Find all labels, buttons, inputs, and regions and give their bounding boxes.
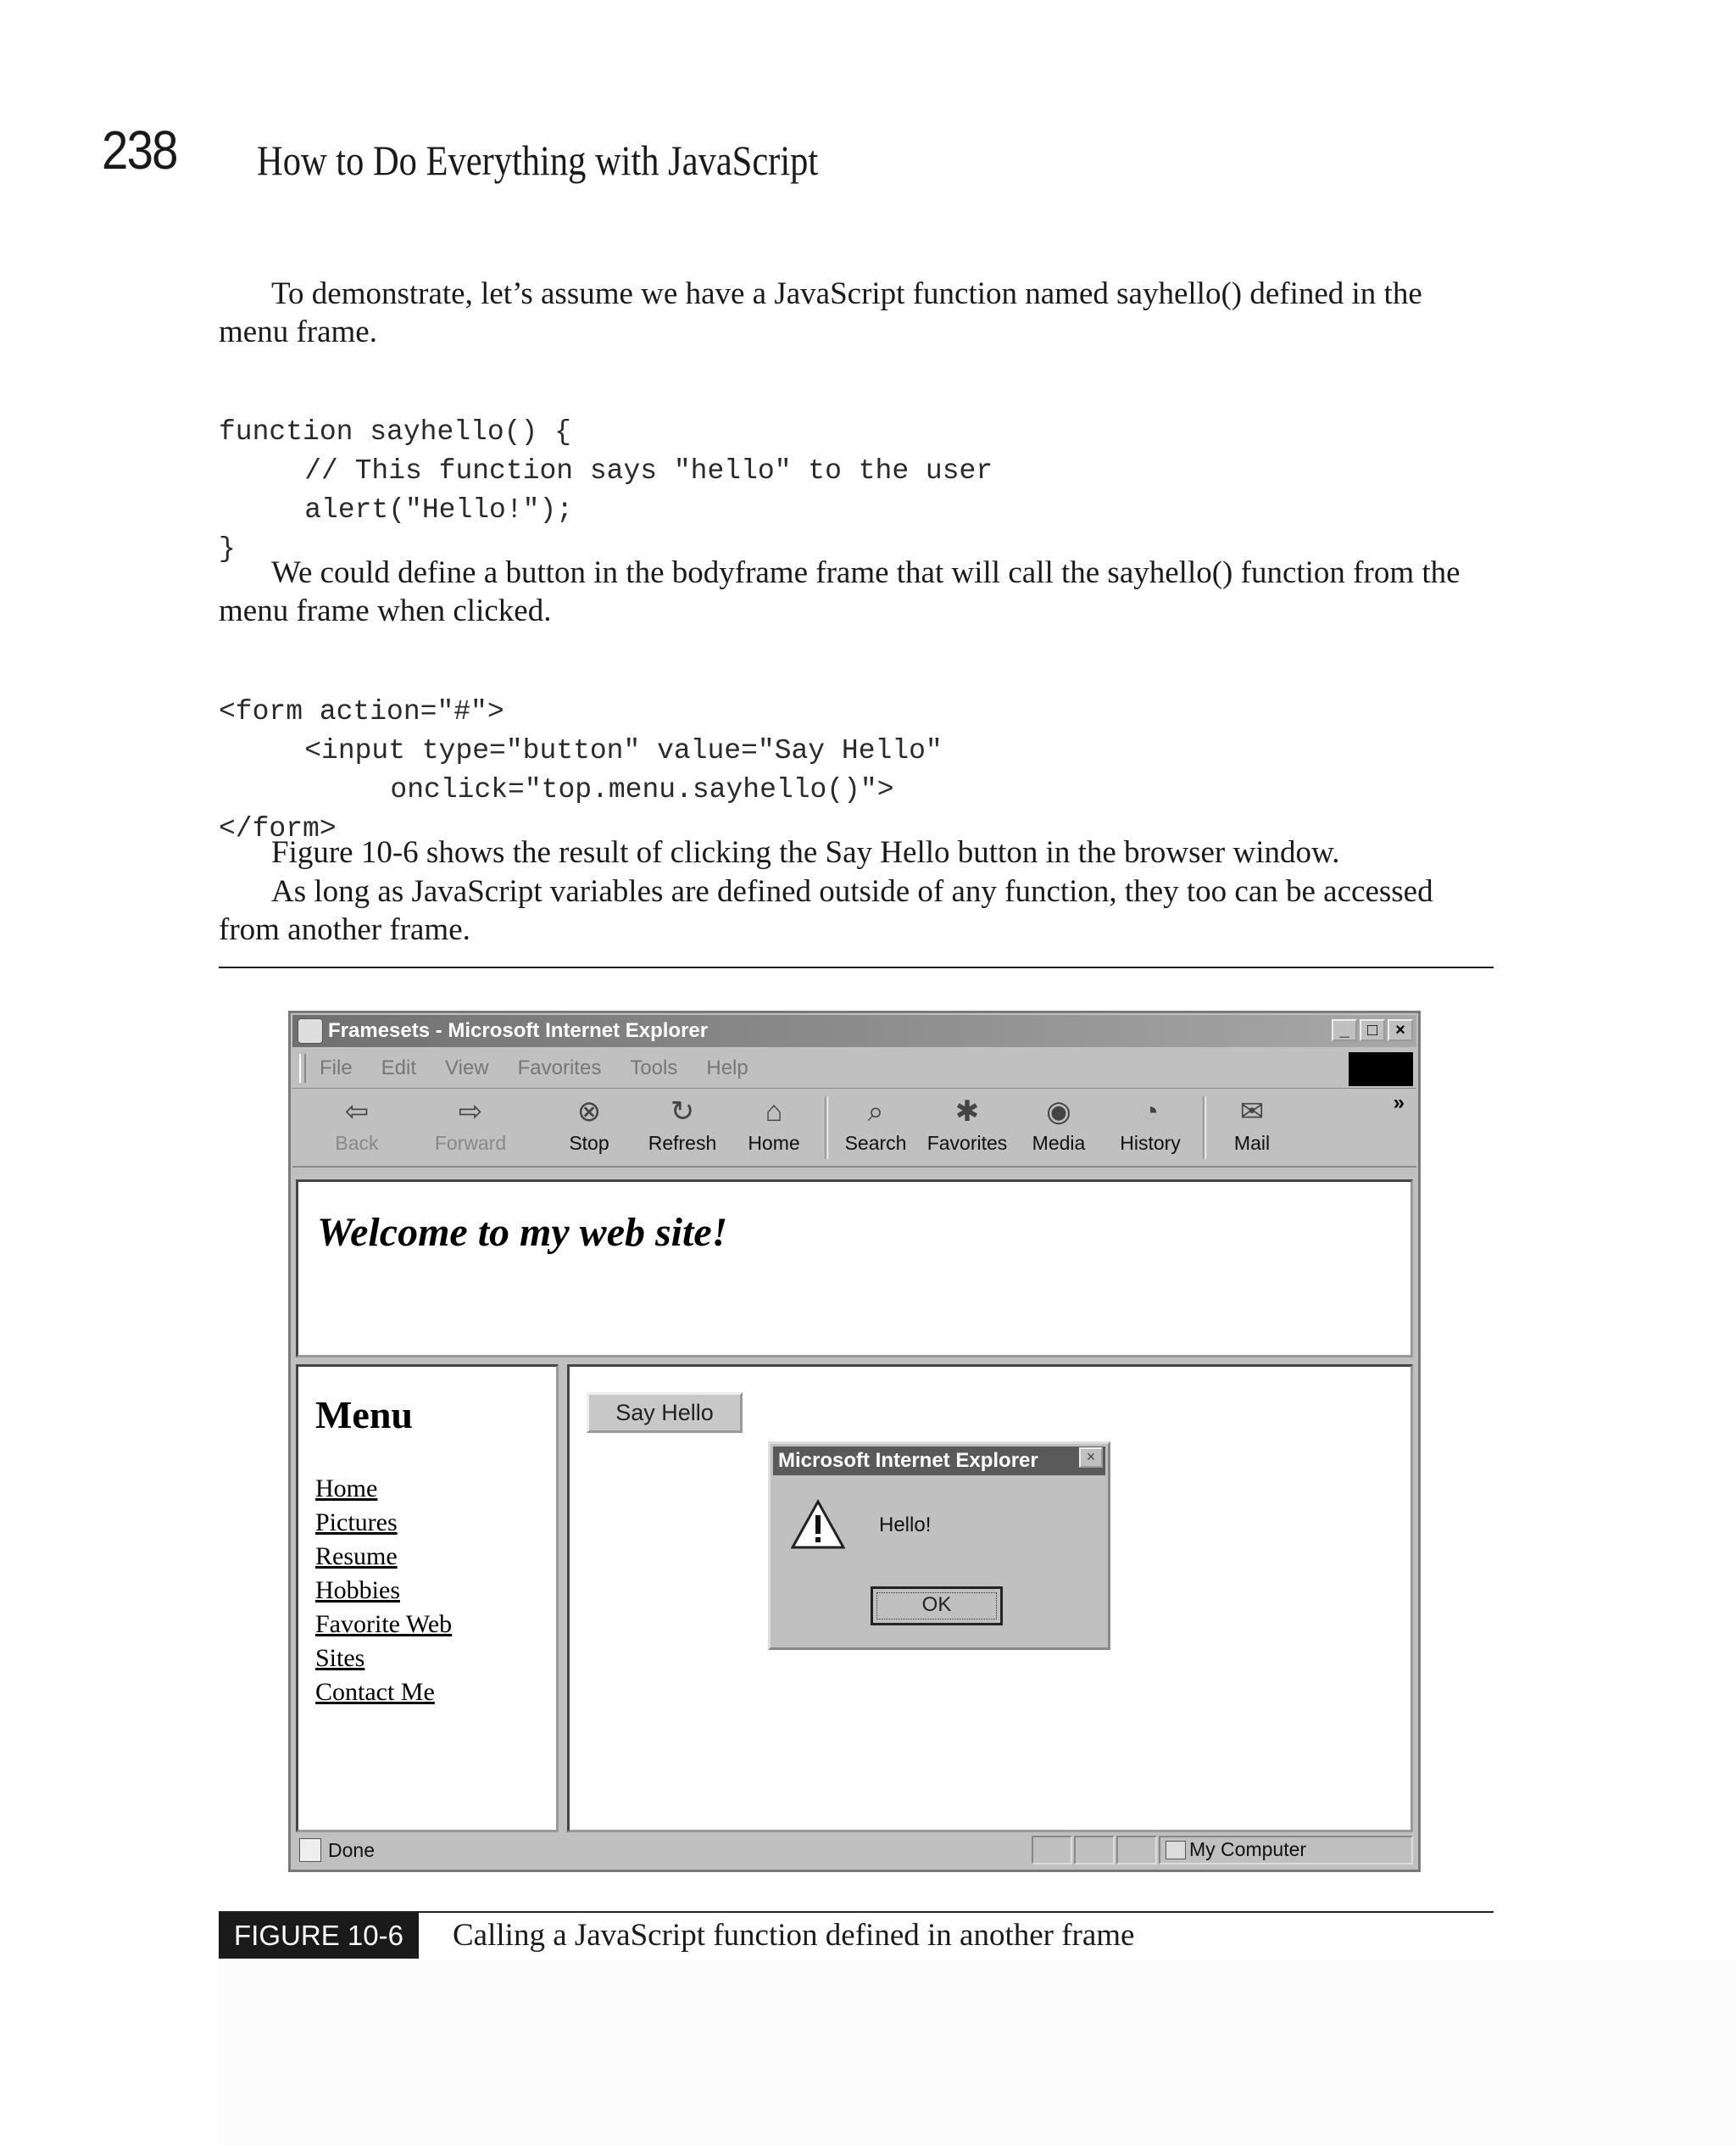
code-line: alert("Hello!"); xyxy=(237,494,574,526)
forward-arrow-icon: ⇨ xyxy=(458,1095,483,1128)
welcome-heading: Welcome to my web site! xyxy=(317,1210,728,1255)
code-line: // This function says "hello" to the user xyxy=(237,455,993,487)
menu-tools[interactable]: Tools xyxy=(630,1056,678,1079)
stop-icon: ⊗ xyxy=(576,1095,602,1128)
back-button[interactable]: ⇦ Back xyxy=(335,1095,379,1154)
window-title: Framesets - Microsoft Internet Explorer xyxy=(328,1019,709,1042)
code-line: onclick="top.menu.sayhello()"> xyxy=(256,774,894,805)
zone-text: My Computer xyxy=(1189,1838,1307,1860)
menu-link-contact-me[interactable]: Contact Me xyxy=(315,1678,435,1706)
stop-button[interactable]: ⊗ Stop xyxy=(569,1095,609,1154)
windows-logo-icon xyxy=(1349,1052,1413,1086)
menu-link-hobbies[interactable]: Hobbies xyxy=(315,1576,400,1604)
figure-top-rule xyxy=(219,967,1494,968)
say-hello-button[interactable]: Say Hello xyxy=(587,1392,743,1433)
warning-icon xyxy=(791,1498,845,1552)
status-text: Done xyxy=(328,1838,375,1861)
menu-frame xyxy=(296,1364,559,1832)
toolbar xyxy=(292,1090,1416,1168)
menu-favorites[interactable]: Favorites xyxy=(517,1056,602,1079)
toolbar-overflow-icon[interactable]: » xyxy=(1393,1091,1405,1114)
refresh-button[interactable]: ↻ Refresh xyxy=(648,1095,717,1154)
media-button[interactable]: ◉ Media xyxy=(1032,1095,1086,1154)
maximize-button[interactable]: □ xyxy=(1360,1019,1385,1041)
code-line: </form> xyxy=(219,813,337,844)
figure-label: FIGURE 10-6 xyxy=(219,1913,419,1959)
menu-link-sites[interactable]: Sites xyxy=(315,1644,365,1672)
search-button[interactable]: ⌕ Search xyxy=(844,1095,907,1154)
title-bar xyxy=(292,1015,1416,1047)
home-button[interactable]: ⌂ Home xyxy=(748,1095,800,1154)
menu-links xyxy=(315,1472,452,1709)
code-line: function sayhello() { xyxy=(219,416,571,448)
menu-link-resume[interactable]: Resume xyxy=(315,1542,398,1570)
menu-bar xyxy=(292,1049,1416,1089)
close-button[interactable]: × xyxy=(1388,1019,1413,1041)
paragraph-1: To demonstrate, let’s assume we have a JavaScript function named sayhello() defined in the menu frame. xyxy=(219,276,1422,349)
page-number: 238 xyxy=(102,120,177,181)
code-line: <input type="button" value="Say Hello" xyxy=(237,735,943,766)
minimize-button[interactable]: _ xyxy=(1332,1019,1357,1041)
caption-shade xyxy=(219,1960,1736,2146)
paragraph-4: As long as JavaScript variables are defined outside of any function, they too can be accessed from another frame. xyxy=(219,874,1433,947)
mail-button[interactable]: ✉ Mail xyxy=(1233,1095,1271,1154)
alert-close-button[interactable]: × xyxy=(1079,1447,1103,1468)
alert-message: Hello! xyxy=(879,1513,932,1536)
media-icon: ◉ xyxy=(1046,1095,1071,1128)
favorites-button[interactable]: ✱ Favorites xyxy=(926,1095,1008,1154)
computer-icon xyxy=(1166,1841,1186,1859)
menu-file[interactable]: File xyxy=(320,1056,353,1079)
menu-edit[interactable]: Edit xyxy=(381,1056,417,1079)
status-bar xyxy=(292,1832,1416,1868)
alert-title: Microsoft Internet Explorer xyxy=(778,1449,1038,1472)
running-title: How to Do Everything with JavaScript xyxy=(257,137,819,184)
banner-frame xyxy=(296,1179,1413,1357)
alert-dialog xyxy=(768,1441,1110,1650)
back-arrow-icon: ⇦ xyxy=(344,1095,370,1128)
code-line: } xyxy=(219,533,236,565)
search-icon: ⌕ xyxy=(867,1095,884,1128)
ie-logo-icon xyxy=(298,1018,323,1044)
paragraph-2: We could define a button in the bodyframe frame that will call the sayhello() function from the menu frame when clicked. xyxy=(219,555,1461,628)
favorites-icon: ✱ xyxy=(954,1095,980,1128)
figure-caption: Calling a JavaScript function defined in another frame xyxy=(453,1918,1135,1953)
menu-link-favorite-web[interactable]: Favorite Web xyxy=(315,1610,453,1638)
history-icon: ◔ xyxy=(1141,1095,1160,1128)
home-icon: ⌂ xyxy=(765,1095,783,1128)
code-line: <form action="#"> xyxy=(219,696,504,727)
body-frame xyxy=(567,1364,1413,1832)
forward-button[interactable]: ⇨ Forward xyxy=(434,1095,507,1154)
menu-link-home[interactable]: Home xyxy=(315,1474,378,1502)
menu-help[interactable]: Help xyxy=(706,1056,748,1079)
paragraph-3: Figure 10-6 shows the result of clicking the Say Hello button in the browser window. xyxy=(271,835,1340,870)
menu-link-pictures[interactable]: Pictures xyxy=(315,1508,398,1536)
alert-title-bar xyxy=(773,1446,1105,1475)
browser-window xyxy=(288,1011,1421,1872)
refresh-icon: ↻ xyxy=(670,1095,695,1128)
menu-view[interactable]: View xyxy=(445,1056,489,1079)
page-icon xyxy=(299,1838,321,1862)
history-button[interactable]: ◔ History xyxy=(1120,1095,1181,1154)
mail-icon: ✉ xyxy=(1239,1095,1265,1128)
zone-indicator xyxy=(1159,1836,1413,1865)
menu-heading: Menu xyxy=(315,1393,413,1436)
ok-button[interactable]: OK xyxy=(871,1586,1003,1625)
